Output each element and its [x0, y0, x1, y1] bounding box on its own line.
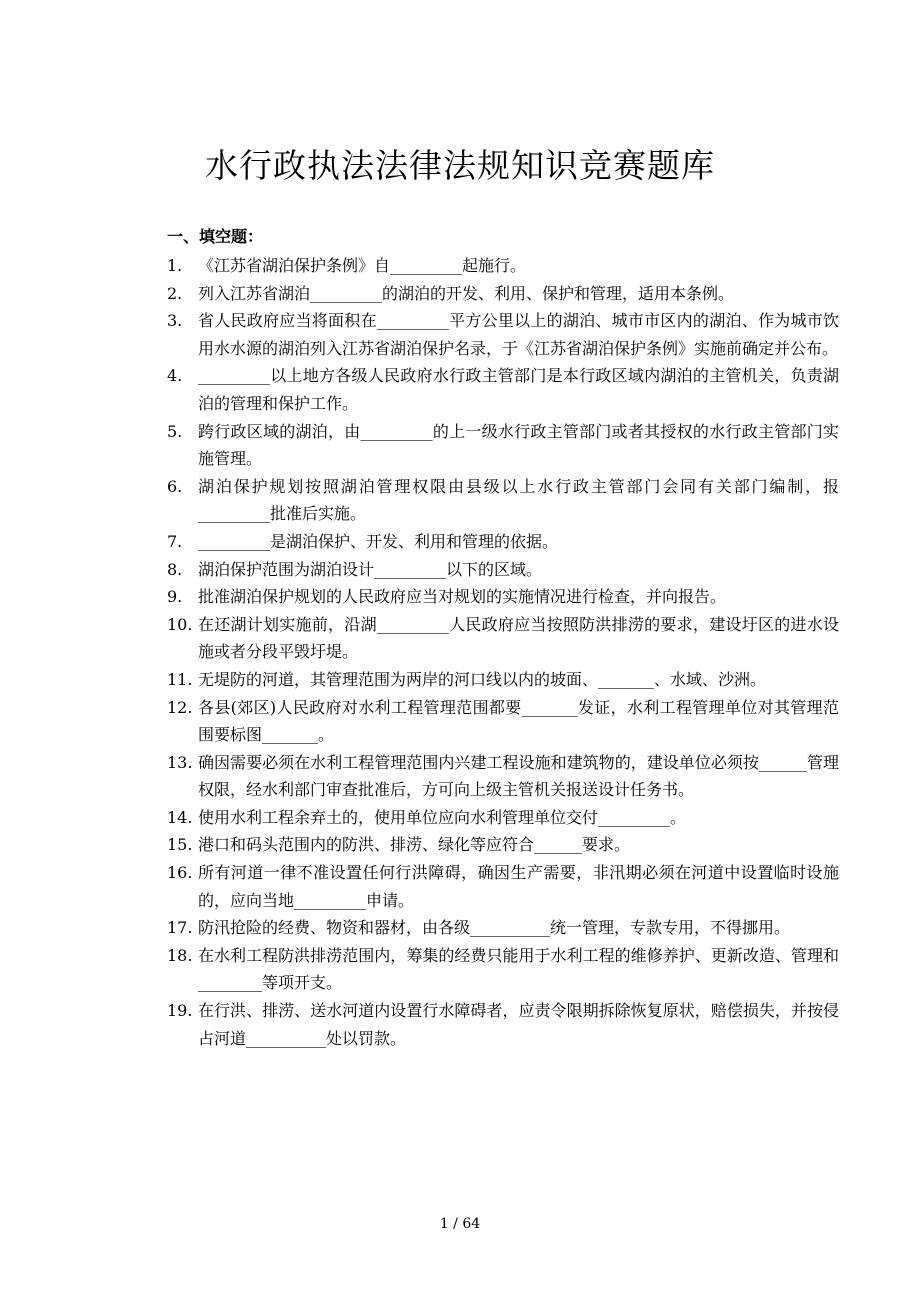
question-item — [167, 307, 839, 362]
question-number: 11. — [167, 669, 193, 689]
question-text: 港口和码头范围内的防洪、排涝、绿化等应符合______要求。 — [198, 835, 631, 855]
question-text: 省人民政府应当将面积在_________平方公里以上的湖泊、城市市区内的湖泊、作为城市饮用水水源的湖泊列入江苏省湖泊保护名录，于《江苏省湖泊保护条例》实施前确定并公布。 — [198, 311, 839, 358]
question-item — [167, 804, 839, 832]
question-item — [167, 362, 839, 417]
question-number: 5. — [167, 421, 183, 441]
question-number: 1. — [167, 256, 183, 275]
question-number: 4. — [167, 366, 183, 386]
question-text: _________以上地方各级人民政府水行政主管部门是本行政区域内湖泊的主管机关，负责湖泊的管理和保护工作。 — [198, 366, 839, 413]
question-number: 10. — [167, 614, 193, 634]
question-item — [167, 942, 839, 997]
question-text: 各县(郊区)人民政府对水利工程管理范围都要_______发证，水利工程管理单位对其管理范围要标图_______。 — [198, 697, 839, 745]
question-list — [167, 252, 839, 1052]
question-text: 批准湖泊保护规划的人民政府应当对规划的实施情况进行检查，并向报告。 — [198, 587, 727, 607]
question-item — [167, 280, 839, 308]
question-text: 所有河道一律不准设置任何行洪障碍，确因生产需要，非汛期必须在河道中设置临时设施的，应向当地_________申请。 — [198, 863, 839, 910]
question-item — [167, 418, 839, 473]
question-item — [167, 749, 839, 804]
question-text: 湖泊保护范围为湖泊设计_________以下的区域。 — [198, 559, 543, 579]
question-item — [167, 997, 839, 1052]
question-number: 7. — [167, 531, 183, 551]
question-item — [167, 252, 839, 280]
question-item — [167, 556, 839, 584]
question-text: 无堤防的河道，其管理范围为两岸的河口线以内的坡面、_______、水域、沙洲。 — [198, 669, 767, 689]
question-text: 防汛抢险的经费、物资和器材，由各级__________统一管理，专款专用，不得挪用。 — [198, 918, 791, 938]
question-text: 在行洪、排涝、送水河道内设置行水障碍者，应责令限期拆除恢复原状，赔偿损失，并按侵占河道__________处以罚款。 — [198, 1001, 839, 1048]
question-number: 15. — [167, 835, 193, 855]
question-text: _________是湖泊保护、开发、利用和管理的依据。 — [198, 531, 559, 551]
question-number: 3. — [167, 311, 183, 331]
question-number: 19. — [167, 1001, 193, 1021]
question-item — [167, 583, 839, 611]
question-item — [167, 694, 839, 749]
question-text: 列入江苏省湖泊_________的湖泊的开发、利用、保护和管理，适用本条例。 — [198, 283, 735, 303]
question-number: 16. — [167, 863, 193, 883]
question-text: 在水利工程防洪排涝范围内，筹集的经费只能用于水利工程的维修养护、更新改造、管理和________等项开支。 — [198, 945, 839, 993]
question-text: 在还湖计划实施前，沿湖_________人民政府应当按照防洪排涝的要求，建设圩区的进水设施或者分段平毁圩堤。 — [198, 614, 839, 662]
question-text: 《江苏省湖泊保护条例》自_________起施行。 — [198, 256, 527, 275]
document-title: 水行政执法法律法规知识竞赛题库 — [205, 146, 715, 185]
question-number: 13. — [167, 752, 193, 772]
question-number: 6. — [167, 476, 183, 496]
question-number: 14. — [167, 807, 193, 827]
question-item — [167, 473, 839, 528]
question-item — [167, 831, 839, 859]
page-indicator: 1 / 64 — [439, 1216, 481, 1232]
question-item — [167, 611, 839, 666]
question-text: 确因需要必须在水利工程管理范围内兴建工程设施和建筑物的，建设单位必须按______管理权限，经水利部门审查批准后，方可向上级主管机关报送设计任务书。 — [198, 752, 839, 800]
question-item — [167, 859, 839, 914]
question-text: 跨行政区域的湖泊，由_________的上一级水行政主管部门或者其授权的水行政主管部门实施管理。 — [198, 421, 839, 469]
question-item — [167, 914, 839, 942]
question-number: 12. — [167, 697, 193, 717]
question-item — [167, 666, 839, 694]
question-item — [167, 528, 839, 556]
question-text: 湖泊保护规划按照湖泊管理权限由县级以上水行政主管部门会同有关部门编制，报_________批准后实施。 — [198, 476, 839, 524]
question-number: 8. — [167, 559, 183, 579]
question-number: 18. — [167, 945, 193, 965]
question-text: 使用水利工程余弃土的，使用单位应向水利管理单位交付_________。 — [198, 807, 687, 827]
question-number: 9. — [167, 587, 183, 607]
question-number: 2. — [167, 283, 183, 303]
question-number: 17. — [167, 918, 193, 938]
section-heading: 一、填空题： — [167, 227, 264, 246]
